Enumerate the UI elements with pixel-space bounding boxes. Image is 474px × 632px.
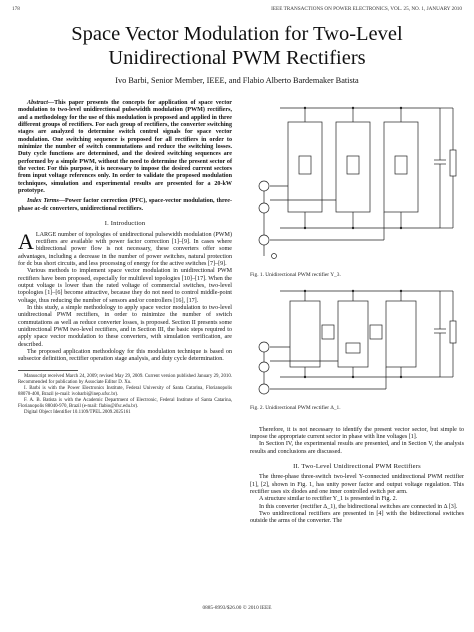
footnote-rule xyxy=(18,370,78,371)
right-paragraph-2: In Section IV, the experimental results are presented, and in Section V, the analysis results and conclusions are discussed. xyxy=(250,441,464,455)
footnote-author-1: I. Barbi is with the Power Electronics Institute, Federal University of Santa Catarina, Florianopolis 88070-400, Brazil (e-mail: ivobarbi@inep.ufsc.br). xyxy=(18,385,232,397)
circuit-diagram-delta1 xyxy=(250,285,460,403)
right-column xyxy=(250,100,464,526)
figure-1-caption: Fig. 1. Unidirectional PWM rectifier Y_3. xyxy=(250,272,341,278)
intro-paragraph-1 xyxy=(18,228,232,269)
right-body-text xyxy=(250,427,464,526)
copyright-footer: 0885-8993/$26.00 © 2010 IEEE xyxy=(202,605,272,611)
right-paragraph-6: Two unidirectional rectifiers are presented in [4] with the bidirectional switches outside the arms of the converter. The xyxy=(250,511,464,525)
right-paragraph-3: The three-phase three-switch two-level Y-connected unidirectional PWM rectifier [1], [2], shown in Fig. 1, has unity power factor and output voltage regulation. This rectifier uses six diodes and one inner controlled switch per arm. xyxy=(250,474,464,496)
abstract xyxy=(18,100,232,195)
section-heading-introduction: I. Introduction xyxy=(104,220,146,228)
footnote-doi: Digital Object Identifier 10.1109/TPEL.2009.2025161 xyxy=(24,409,131,415)
figure-2-caption: Fig. 2. Unidirectional PWM rectifier Δ_1. xyxy=(250,405,341,412)
author-line: Ivo Barbi, Senior Member, IEEE, and Flabio Alberto Bardemaker Batista xyxy=(115,76,359,85)
paper-title xyxy=(0,22,474,70)
footnote-author-2: F. A. B. Batista is with the Academic Department of Electronic, Federal Institute of Santa Catarina, Florianopolis 88040-970, Brazil (e-mail: flabio@ifsc.edu.br). xyxy=(18,397,232,409)
left-column xyxy=(18,100,232,416)
circuit-diagram-y3 xyxy=(250,100,460,270)
running-header: IEEE TRANSACTIONS ON POWER ELECTRONICS, VOL. 25, NO. 1, JANUARY 2010 xyxy=(271,6,462,12)
right-paragraph-1: Therefore, it is not necessary to identify the present vector sector, but simple to impose the appropriate current sector in phase with line voltages [1]. xyxy=(250,426,464,441)
drop-cap: A xyxy=(18,228,34,254)
title-line-1: Space Vector Modulation for Two-Level xyxy=(71,23,403,45)
abstract-text: —This paper presents the concepts for application of space vector modulation to two-level unidirectional pulsewidth modulation (PWM) rectifiers, and a methodology for the use of this modulation is proposed and applied in three different groups of rectifiers. For each group of rectifiers, the converter switching stages are analyzed to determine switch control signals for space vector modulation. One switching sequence is proposed for all rectifiers in order to minimize the number of switch commutations and reduce the switching losses. Duty cycle functions are determined, and the desired switching sequences are performed by a simple PWM, without the need to determine the present sector of the vector. For this purpose, it is necessary to impose the desired current sectors from input voltage references only. In order to validate the proposed modulation techniques, simulation and experimental results are presented for a 20-kW prototype. xyxy=(18,100,232,195)
section-heading-two-level: II. Two-Level Unidirectional PWM Rectifiers xyxy=(293,463,421,471)
intro-paragraph-4: The proposed application methodology for this modulation technique is based on subsector definition, rectifier operation stage analysis, and duty cycle determination. xyxy=(18,349,232,363)
index-terms-text: —Power factor correction (PFC), space-vector modulation, three-phase ac-dc converters, unidirectional rectifiers. xyxy=(18,198,232,212)
figure-2 xyxy=(250,285,460,412)
figure-1 xyxy=(250,100,460,279)
page-number: 178 xyxy=(12,6,20,12)
index-terms-label: Index Terms xyxy=(27,198,59,205)
abstract-label: Abstract xyxy=(27,100,48,106)
index-terms xyxy=(18,198,232,213)
intro-paragraph-2: Various methods to implement space vector modulation in unidirectional PWM rectifiers have been proposed, especially for multilevel topologies [10]–[17]. When the output voltage is lower than the rated voltage of commercial switches, two-level topologies [1]–[6] become attractive, because they do not need to control middle-point voltage, thus reducing the number of sensors and/or controllers [16], [17]. xyxy=(18,268,232,304)
right-paragraph-5: In this converter (rectifier Δ_1), the bidirectional switches are connected in Δ [3]. xyxy=(259,503,458,510)
footnote-manuscript: Manuscript received March 24, 2009; revised May 29, 2009. Current version published January 29, 2010. Recommended for publication by Associate Editor D. Xu. xyxy=(18,373,232,385)
intro-paragraph-1-text: LARGE number of topologies of unidirectional pulsewidth modulation (PWM) rectifiers are available with power factor correction [1]–[9]. In cases where bidirectional power flow is not necessary, these converters offer some advantages, including a decrease in the number of power switches, natural protection for dc bus short circuits, and less processing of energy for the active switches [7]–[9]. xyxy=(18,231,232,267)
title-line-2: Unidirectional PWM Rectifiers xyxy=(108,47,366,69)
right-paragraph-4: A structure similar to rectifier Y_1 is presented in Fig. 2. xyxy=(259,496,398,503)
intro-paragraph-3: In this study, a simple methodology to apply space vector modulation to two-level unidirectional PWM rectifiers, in order to minimize the number of switch commutations as well as reduce converter losses, is proposed. Section II presents some unidirectional PWM two-level rectifiers, and in Section III, the basic steps required to apply space vector modulation to these converters, with simulation verification, are described. xyxy=(18,304,232,348)
